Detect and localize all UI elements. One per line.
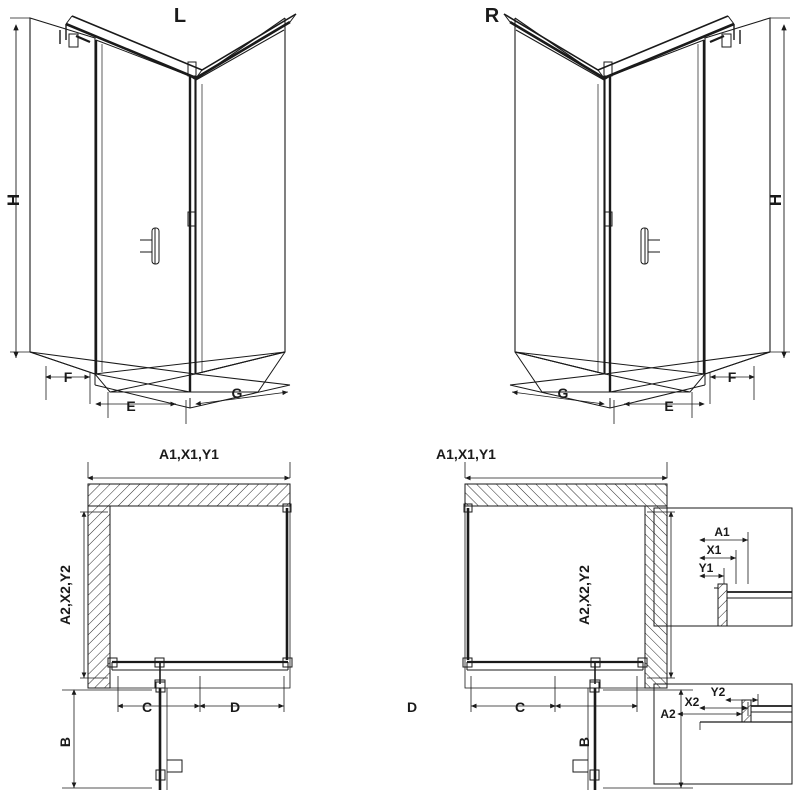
- iso-left-label-E: E: [126, 398, 136, 414]
- plan-left-walls: [88, 484, 290, 688]
- plan-left-label-C: C: [141, 699, 153, 715]
- iso-left-dim-height: [10, 18, 30, 358]
- plan-left-label-A1X1Y1: A1,X1,Y1: [159, 446, 219, 462]
- detail-bottom-label-Y2: Y2: [710, 685, 726, 699]
- plan-right-enclosure-outline: [465, 506, 645, 688]
- isometric-left-hand-enclosure: [30, 14, 296, 408]
- plan-right-label-A2X2Y2: A2,X2,Y2: [576, 565, 592, 625]
- iso-left-hand-title: L: [173, 5, 187, 27]
- iso-right-label-H: H: [766, 193, 785, 207]
- plan-left-label-A2X2Y2: A2,X2,Y2: [57, 565, 73, 625]
- iso-left-label-G: G: [231, 385, 243, 401]
- plan-right-label-A1X1Y1: A1,X1,Y1: [436, 446, 496, 462]
- iso-right-label-G: G: [557, 385, 569, 401]
- iso-left-label-H: H: [4, 193, 23, 207]
- plan-right-label-C: C: [514, 699, 526, 715]
- iso-right-label-E: E: [664, 398, 674, 414]
- iso-right-hand-title: R: [484, 5, 500, 27]
- iso-left-door-glass: [96, 40, 190, 392]
- iso-right-label-F: F: [727, 369, 737, 385]
- plan-right-walls: [465, 484, 667, 688]
- plan-left-label-D: D: [229, 699, 241, 715]
- plan-right-label-B: B: [576, 736, 592, 748]
- isometric-right-hand-enclosure: [504, 14, 770, 408]
- detail-top-label-A1: A1: [714, 525, 730, 539]
- detail-top-label-Y1: Y1: [698, 561, 714, 575]
- iso-left-fixed-side-glass: [190, 30, 290, 385]
- plan-left-hand: [88, 484, 292, 790]
- plan-left-label-B: B: [57, 736, 73, 748]
- iso-left-back-wall: [30, 18, 95, 374]
- iso-left-door-handle: [140, 228, 159, 264]
- iso-right-dim-bottom: [512, 366, 754, 424]
- plan-left-open-door-leaf: [156, 682, 182, 790]
- plan-right-open-door-leaf: [573, 682, 599, 790]
- plan-left-enclosure-outline: [110, 506, 290, 688]
- iso-left-label-F: F: [63, 369, 73, 385]
- detail-bottom-label-A2: A2: [660, 707, 676, 721]
- detail-top-label-X1: X1: [706, 543, 722, 557]
- detail-profile-bottom: [654, 684, 792, 784]
- iso-left-dim-bottom: [46, 366, 288, 424]
- iso-left-hinges: [69, 34, 196, 226]
- plan-right-label-D: D: [406, 699, 418, 715]
- detail-bottom-label-X2: X2: [684, 695, 700, 709]
- iso-right-dim-height-lines: [770, 18, 790, 358]
- plan-right-hand: [463, 484, 667, 790]
